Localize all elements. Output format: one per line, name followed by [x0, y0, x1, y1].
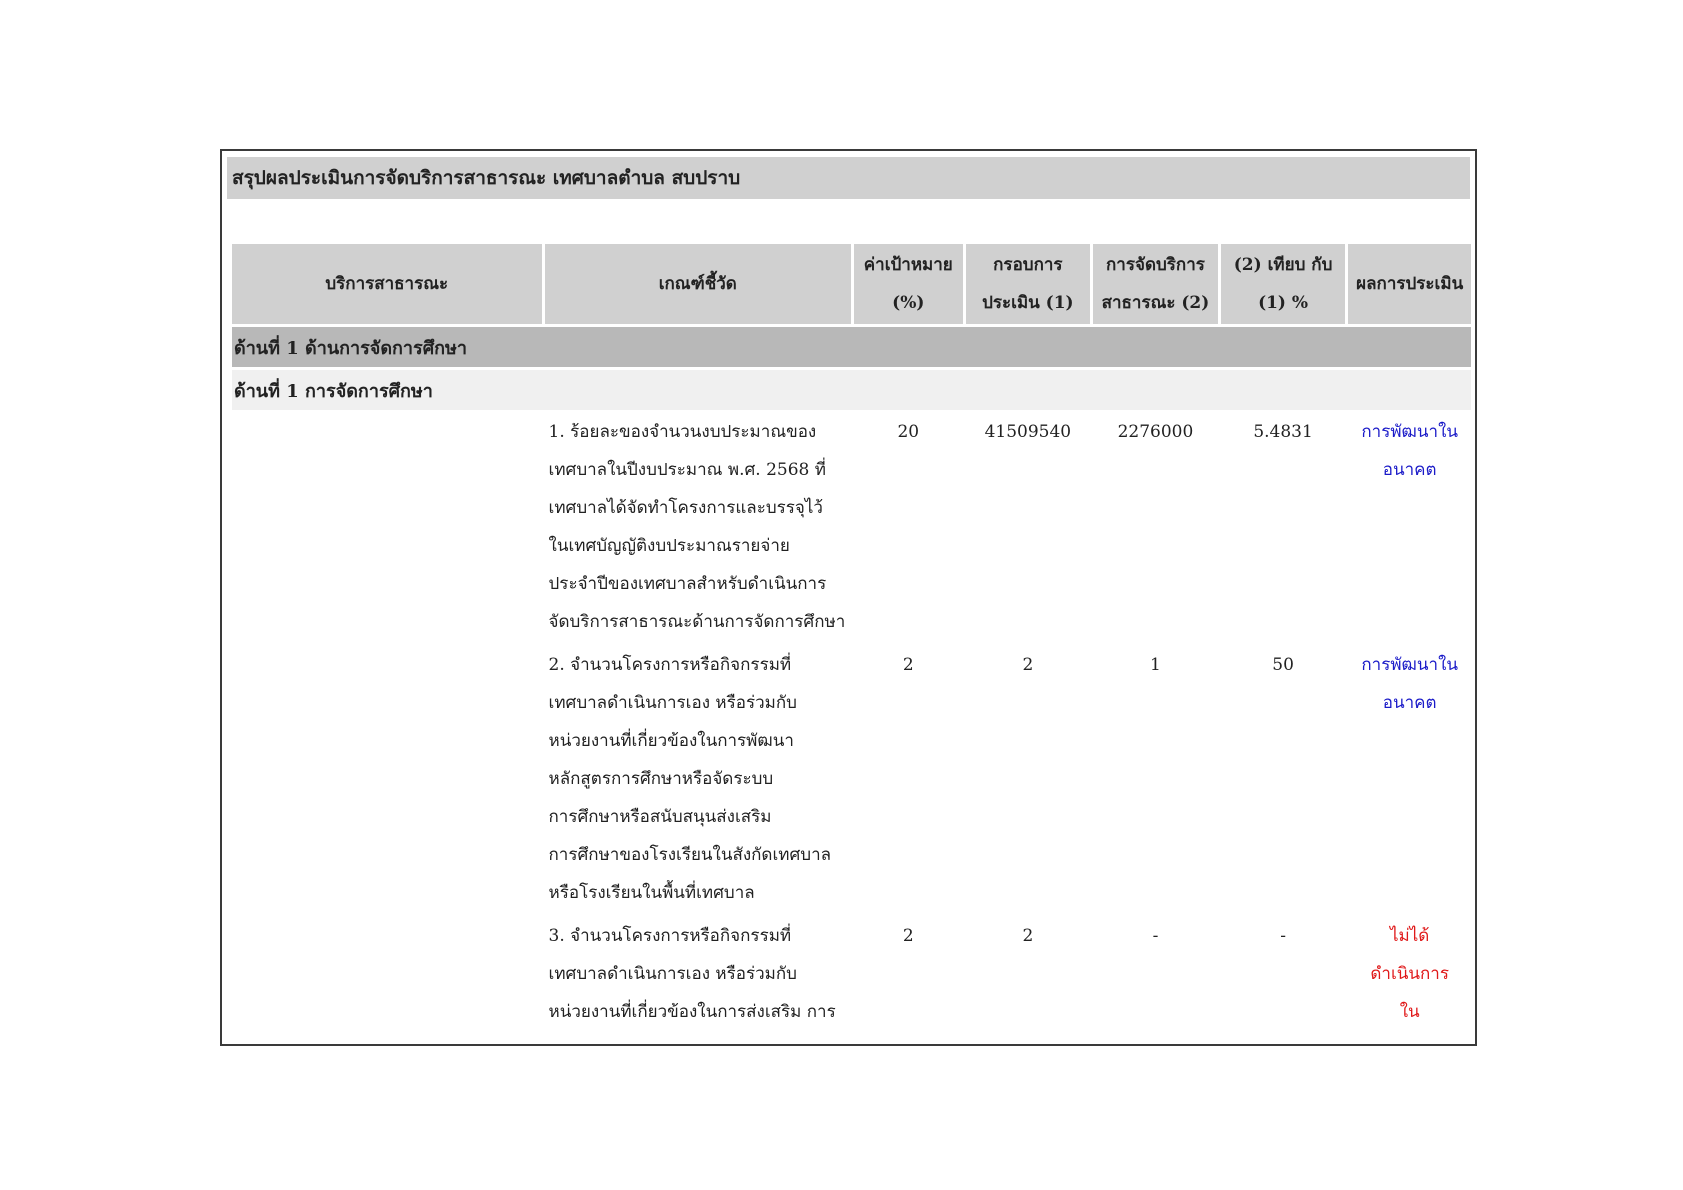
cell-result	[1348, 413, 1471, 643]
cell-scope: 2	[1022, 655, 1034, 675]
cell-result	[1348, 917, 1471, 1033]
cell-target: 2	[902, 926, 914, 946]
header-scope	[966, 244, 1091, 324]
result-line: การพัฒนาใน	[1361, 422, 1458, 442]
table-row	[232, 413, 1471, 643]
header-ratio	[1221, 244, 1346, 324]
header-target-line: ค่าเป้าหมาย	[863, 255, 953, 275]
assessment-table	[229, 241, 1474, 1036]
criteria-line: เทศบาลในปีงบประมาณ พ.ศ. 2568 ที่	[548, 460, 826, 480]
cell-criteria	[545, 917, 852, 1033]
table-header-row	[232, 244, 1471, 324]
criteria-line: เทศบาลดำเนินการเอง หรือร่วมกับ	[548, 964, 797, 984]
cell-target: 2	[902, 655, 914, 675]
criteria-line: การศึกษาของโรงเรียนในสังกัดเทศบาล	[548, 845, 832, 865]
criteria-line: 1. ร้อยละของจำนวนงบประมาณของ	[548, 422, 817, 442]
cell-criteria	[545, 646, 852, 914]
criteria-line: หรือโรงเรียนในพื้นที่เทศบาล	[548, 883, 755, 903]
header-target-line: (%)	[892, 293, 925, 313]
criteria-line: 3. จำนวนโครงการหรือกิจกรรมที่	[548, 926, 792, 946]
result-line: การพัฒนาใน	[1361, 655, 1458, 675]
report-frame	[220, 149, 1477, 1046]
criteria-line: เทศบาลได้จัดทำโครงการและบรรจุไว้	[548, 498, 823, 518]
cell-scope: 2	[1022, 926, 1034, 946]
cell-ratio: -	[1280, 926, 1286, 946]
criteria-line: ในเทศบัญญัติงบประมาณรายจ่าย	[548, 536, 790, 556]
group-row-main	[232, 327, 1471, 367]
header-provided-line: การจัดบริการ	[1106, 255, 1205, 275]
result-line: อนาคต	[1382, 693, 1437, 713]
cell-provided: 2276000	[1117, 422, 1194, 442]
criteria-line: ประจำปีของเทศบาลสำหรับดำเนินการ	[548, 574, 827, 594]
header-scope-line: กรอบการ	[993, 255, 1063, 275]
table-row	[232, 917, 1471, 1033]
group-row-sub	[232, 370, 1471, 410]
cell-scope: 41509540	[984, 422, 1072, 442]
criteria-line: 2. จำนวนโครงการหรือกิจกรรมที่	[548, 655, 792, 675]
header-provided	[1093, 244, 1218, 324]
result-line: อนาคต	[1382, 460, 1437, 480]
criteria-line: หน่วยงานที่เกี่ยวข้องในการพัฒนา	[548, 731, 794, 751]
header-scope-line: ประเมิน (1)	[982, 293, 1074, 313]
cell-target: 20	[897, 422, 920, 442]
cell-service	[232, 917, 542, 1033]
result-line: ไม่ได้	[1390, 926, 1430, 946]
result-line: ดำเนินการ	[1370, 964, 1449, 984]
cell-result	[1348, 646, 1471, 914]
cell-criteria	[545, 413, 852, 643]
criteria-line: หลักสูตรการศึกษาหรือจัดระบบ	[548, 769, 774, 789]
group-sub-label: ด้านที่ 1 การจัดการศึกษา	[232, 370, 1471, 410]
result-line: ใน	[1399, 1002, 1420, 1022]
header-ratio-line: (2) เทียบ กับ	[1233, 255, 1333, 275]
criteria-line: จัดบริการสาธารณะด้านการจัดการศึกษา	[548, 612, 846, 632]
criteria-line: การศึกษาหรือสนับสนุนส่งเสริม	[548, 807, 772, 827]
cell-provided: 1	[1150, 655, 1161, 675]
table-row	[232, 646, 1471, 914]
header-provided-line: สาธารณะ (2)	[1101, 293, 1210, 313]
header-ratio-line: (1) %	[1258, 293, 1309, 313]
group-main-label: ด้านที่ 1 ด้านการจัดการศึกษา	[232, 327, 1471, 367]
cell-ratio: 50	[1272, 655, 1294, 675]
report-title: สรุปผลประเมินการจัดบริการสาธารณะ เทศบาลตำบล สบปราบ	[227, 157, 1470, 199]
criteria-line: เทศบาลดำเนินการเอง หรือร่วมกับ	[548, 693, 797, 713]
cell-service	[232, 413, 542, 643]
header-result: ผลการประเมิน	[1348, 244, 1471, 324]
header-target	[854, 244, 963, 324]
cell-service	[232, 646, 542, 914]
header-service: บริการสาธารณะ	[232, 244, 542, 324]
cell-ratio: 5.4831	[1253, 422, 1313, 442]
criteria-line: หน่วยงานที่เกี่ยวข้องในการส่งเสริม การ	[548, 1002, 836, 1022]
header-criteria: เกณฑ์ชี้วัด	[545, 244, 852, 324]
cell-provided: -	[1152, 926, 1159, 946]
